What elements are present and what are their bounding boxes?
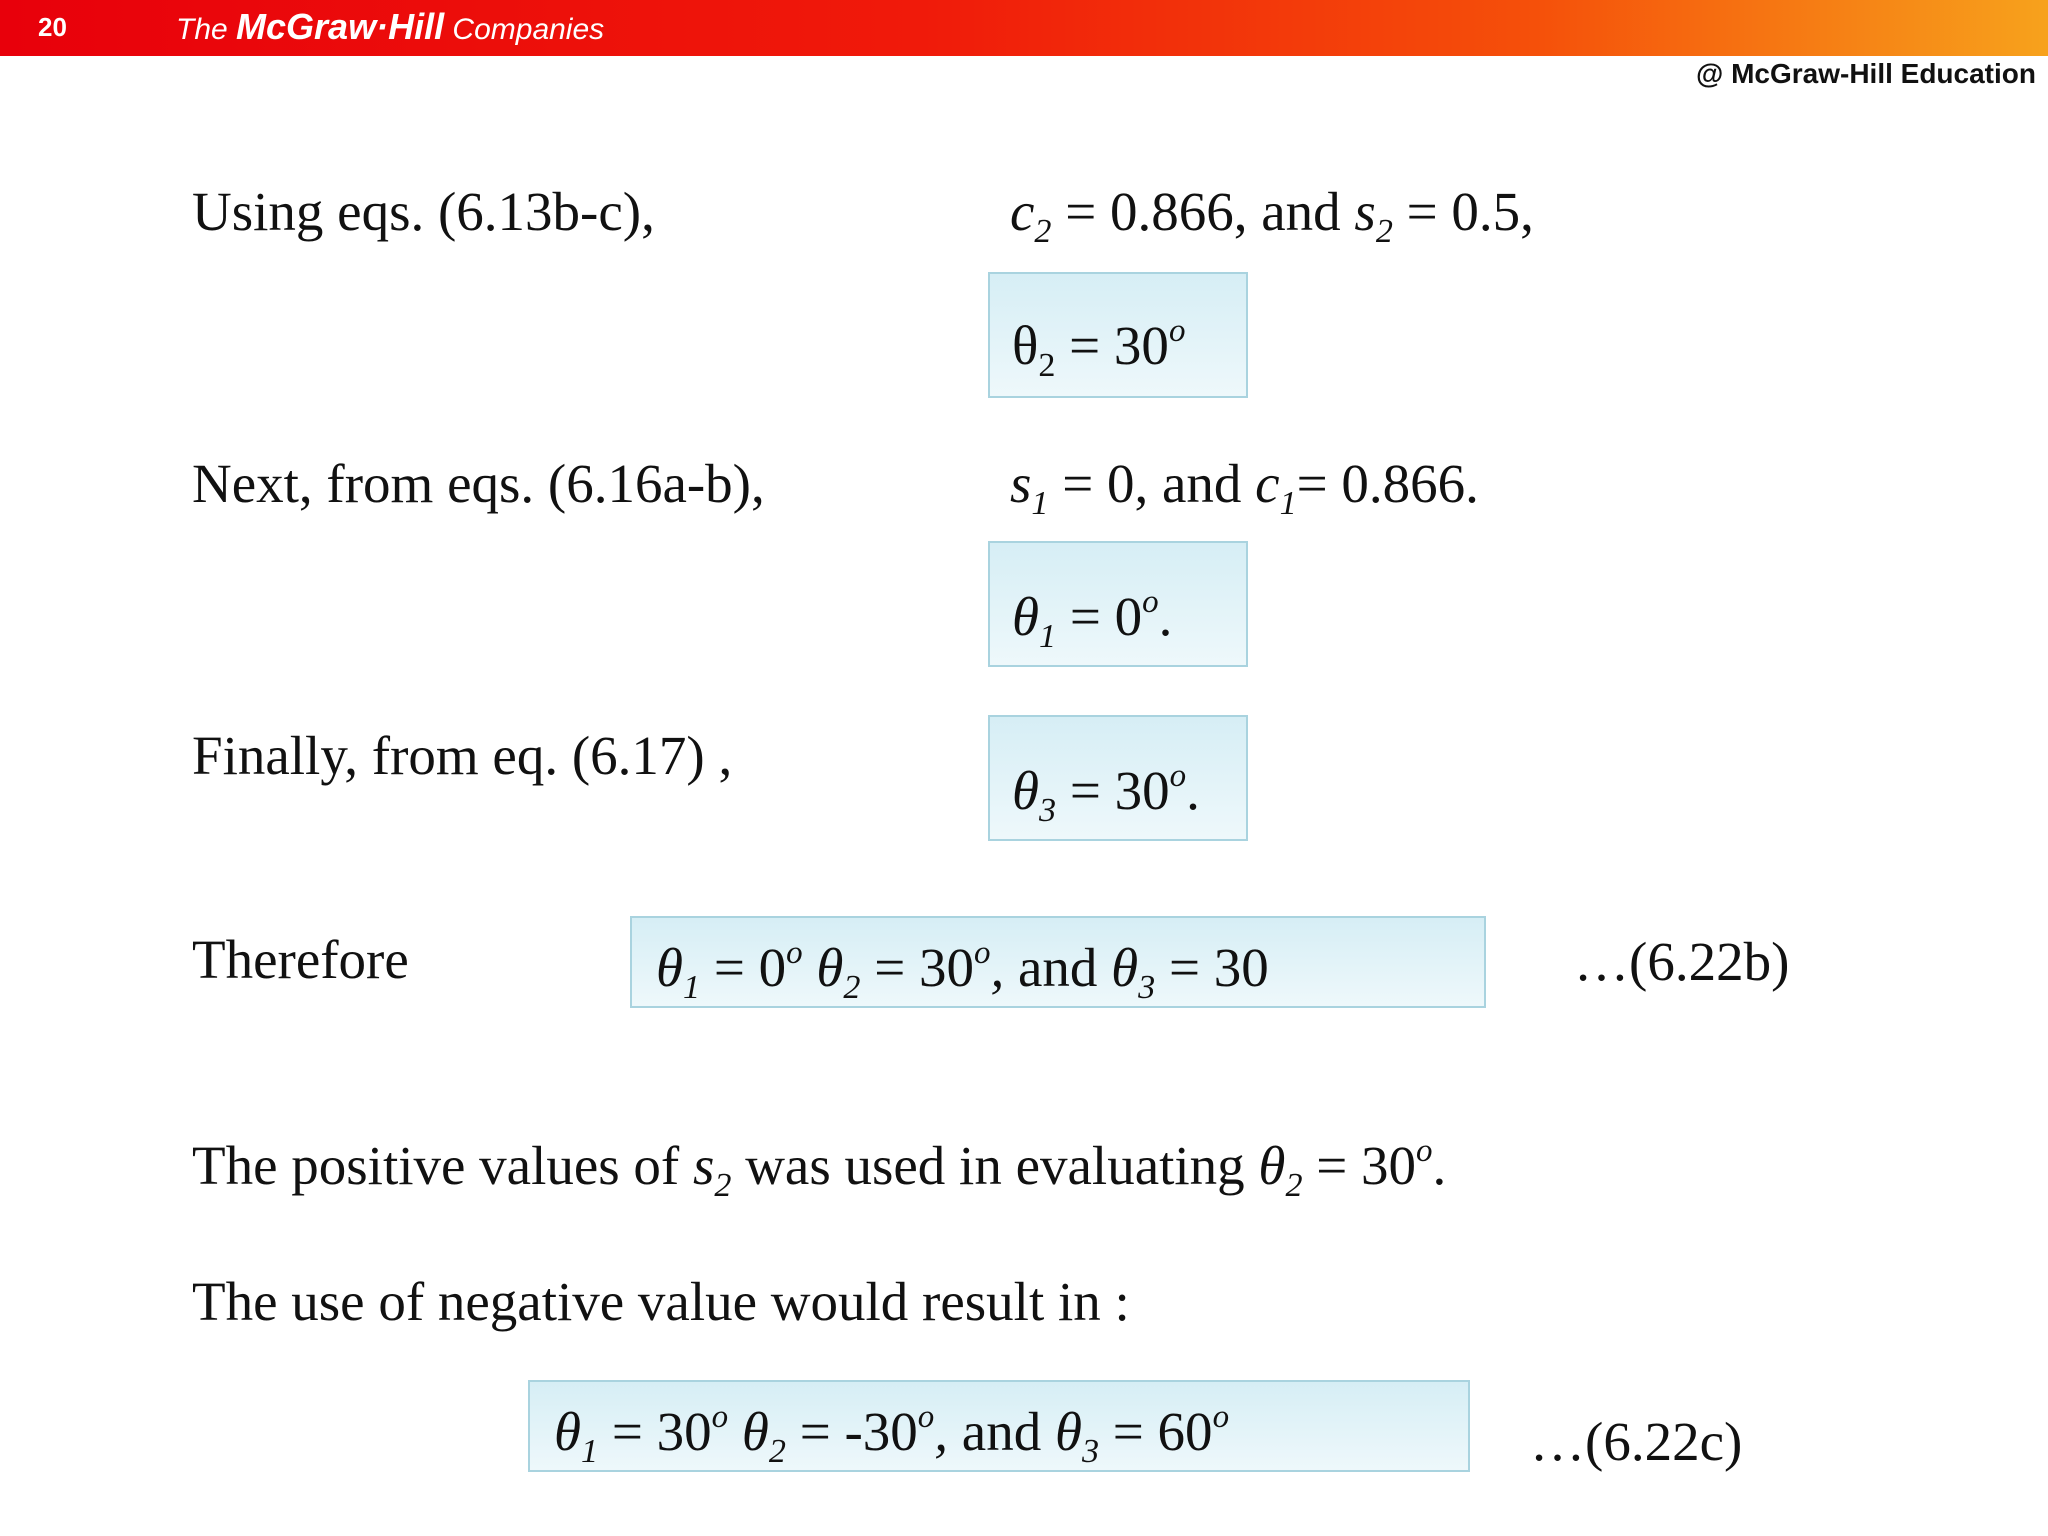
c2-s2-values: $c_2 = 0.866$, and $s_2 = 0.5$,: [1010, 181, 1534, 250]
equation-ref-6-22c: …(6.22c): [1530, 1411, 1743, 1472]
solution-1-equation: $\theta_1 = 0^o$ $\theta_2 = 30^o$, and $\theta_3 = 30$: [656, 934, 1269, 1006]
copyright-credit: @ McGraw-Hill Education: [1695, 58, 2036, 89]
slide-number: 20: [38, 12, 67, 42]
using-label: Using eqs. (6.13b-c),: [192, 181, 655, 242]
theta2-result: $\theta_2 = 30^o$: [1012, 312, 1186, 384]
s1-c1-values: $s_1 = 0$, and $c_1= 0.866$.: [1010, 453, 1479, 522]
therefore-label: Therefore: [192, 929, 409, 990]
theta2-result-box: [988, 272, 1248, 398]
solution-1-box: [630, 916, 1486, 1008]
solution-2-box: [528, 1380, 1470, 1472]
brand-logo: The McGraw·Hill Companies: [176, 6, 605, 47]
theta3-result: $\theta_3 = 30^o$.: [1012, 757, 1200, 829]
theta1-result: $\theta_1 = 0^o$.: [1012, 583, 1173, 655]
equation-ref-6-22b: …(6.22b): [1574, 931, 1790, 992]
theta1-result-box: [988, 541, 1248, 667]
solution-2-equation: $\theta_1 = 30^o$ $\theta_2 = -30^o$, and $\theta_3 = 60^o$: [554, 1398, 1230, 1470]
header-bar: [0, 0, 2048, 56]
theta3-result-box: [988, 715, 1248, 841]
finally-label: Finally, from eq. (6.17) ,: [192, 725, 733, 786]
next-label: Next, from eqs. (6.16a-b),: [192, 453, 765, 514]
negative-value-sentence: The use of negative value would result in :: [192, 1271, 1130, 1332]
positive-values-sentence: The positive values of $s_2$ was used in evaluating $\theta_2 = 30^o$.: [192, 1132, 1447, 1204]
